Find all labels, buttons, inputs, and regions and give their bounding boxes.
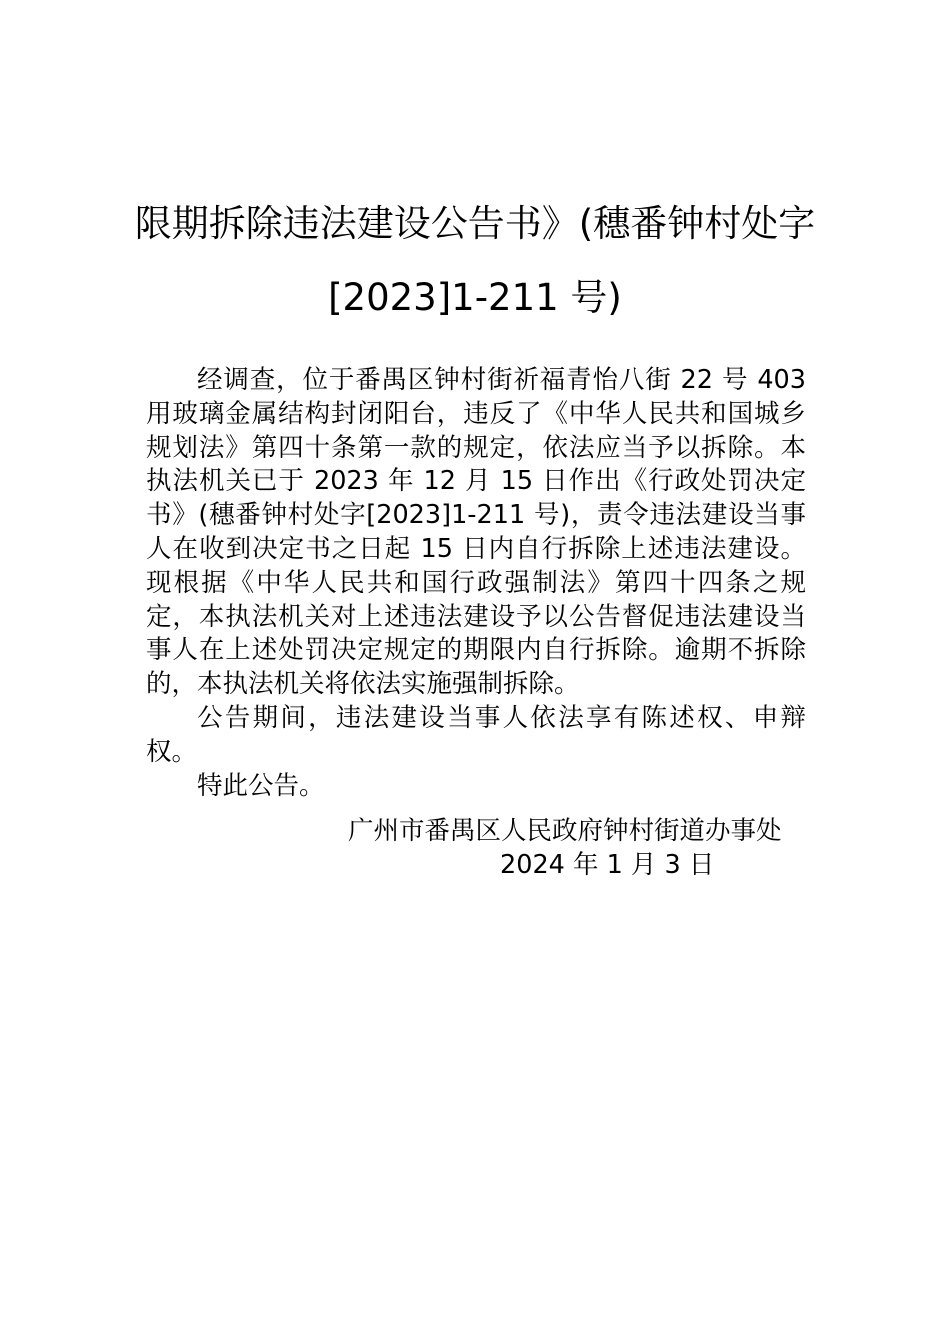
title-line-1: 限期拆除违法建设公告书》(穗番钟村处字 bbox=[134, 202, 816, 245]
title-line-2: [2023]1-211 号) bbox=[328, 276, 622, 319]
paragraph-rights: 公告期间，违法建设当事人依法享有陈述权、申辩权。 bbox=[146, 702, 806, 767]
paragraph-main: 经调查，位于番禺区钟村街祈福青怡八街 22 号 403 用玻璃金属结构封闭阳台，违反了《中华人民共和国城乡规划法》第四十条第一款的规定，依法应当予以拆除。本执法机关已于 2023 年 12 月 15 日作出《行政处罚决定书》(穗番钟村处字[2023]1-211 号)，责令违法建设当事人在收到决定书之日起 15 日内自行拆除上述违法建设。现根据《中华人民共和国行政强制法》第四十四条之规定，本执法机关对上述违法建设予以公告督促违法建设当事人在上述处罚决定规定的期限内自行拆除。逾期不拆除的，本执法机关将依法实施强制拆除。 bbox=[146, 365, 806, 700]
paragraph-closing: 特此公告。 bbox=[197, 770, 325, 801]
issue-date: 2024 年 1 月 3 日 bbox=[500, 850, 715, 880]
notice-body bbox=[146, 364, 806, 803]
issuer-name: 广州市番禺区人民政府钟村街道办事处 bbox=[348, 816, 782, 846]
